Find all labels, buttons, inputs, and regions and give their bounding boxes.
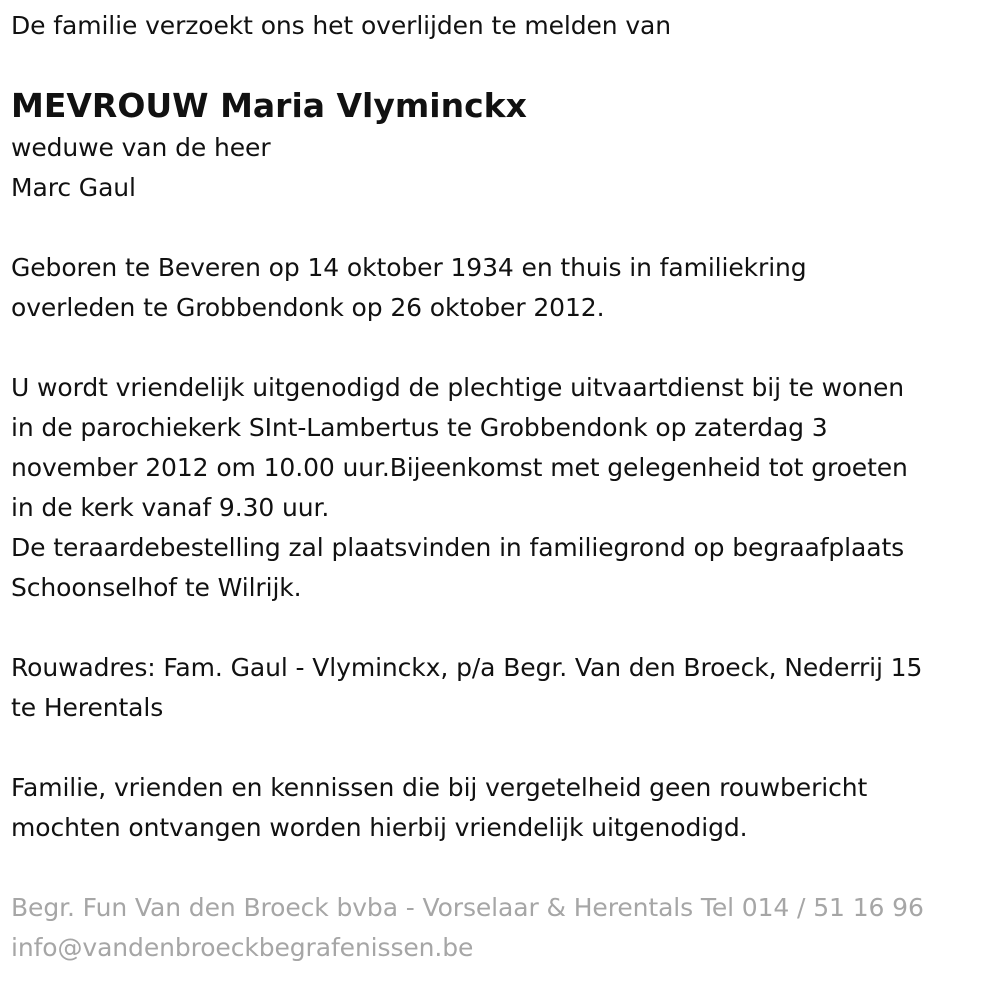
footer-email[interactable]: info@vandenbroeckbegrafenissen.be <box>11 933 474 962</box>
footer-company: Begr. Fun Van den Broeck bvba - Vorselaar & Herentals Tel 014 / 51 16 96 <box>11 893 924 922</box>
spacer <box>11 328 991 368</box>
relation-line-1: weduwe van de heer <box>11 133 271 162</box>
deceased-name: MEVROUW Maria Vlyminckx <box>11 86 527 125</box>
birth-death-line-1: Geboren te Beveren op 14 oktober 1934 en thuis in familiekring <box>11 253 807 282</box>
birth-death-line-2: overleden te Grobbendonk op 26 oktober 2012. <box>11 293 605 322</box>
service-line-3: november 2012 om 10.00 uur.Bijeenkomst met gelegenheid tot groeten <box>11 453 908 482</box>
death-notice <box>11 6 991 968</box>
service-line-2: in de parochiekerk SInt-Lambertus te Grobbendonk op zaterdag 3 <box>11 413 828 442</box>
closing-line-2: mochten ontvangen worden hierbij vriendelijk uitgenodigd. <box>11 813 748 842</box>
spacer <box>11 848 991 888</box>
spacer <box>11 208 991 248</box>
relation-line-2: Marc Gaul <box>11 173 136 202</box>
service-line-5: De teraardebestelling zal plaatsvinden in familiegrond op begraafplaats <box>11 533 905 562</box>
service-line-4: in de kerk vanaf 9.30 uur. <box>11 493 330 522</box>
spacer <box>11 728 991 768</box>
intro-text: De familie verzoekt ons het overlijden te melden van <box>11 11 672 40</box>
service-line-1: U wordt vriendelijk uitgenodigd de plechtige uitvaartdienst bij te wonen <box>11 373 904 402</box>
address-line-2: te Herentals <box>11 693 164 722</box>
spacer <box>11 608 991 648</box>
closing-line-1: Familie, vrienden en kennissen die bij vergetelheid geen rouwbericht <box>11 773 868 802</box>
service-line-6: Schoonselhof te Wilrijk. <box>11 573 302 602</box>
address-line-1: Rouwadres: Fam. Gaul - Vlyminckx, p/a Begr. Van den Broeck, Nederrij 15 <box>11 653 923 682</box>
